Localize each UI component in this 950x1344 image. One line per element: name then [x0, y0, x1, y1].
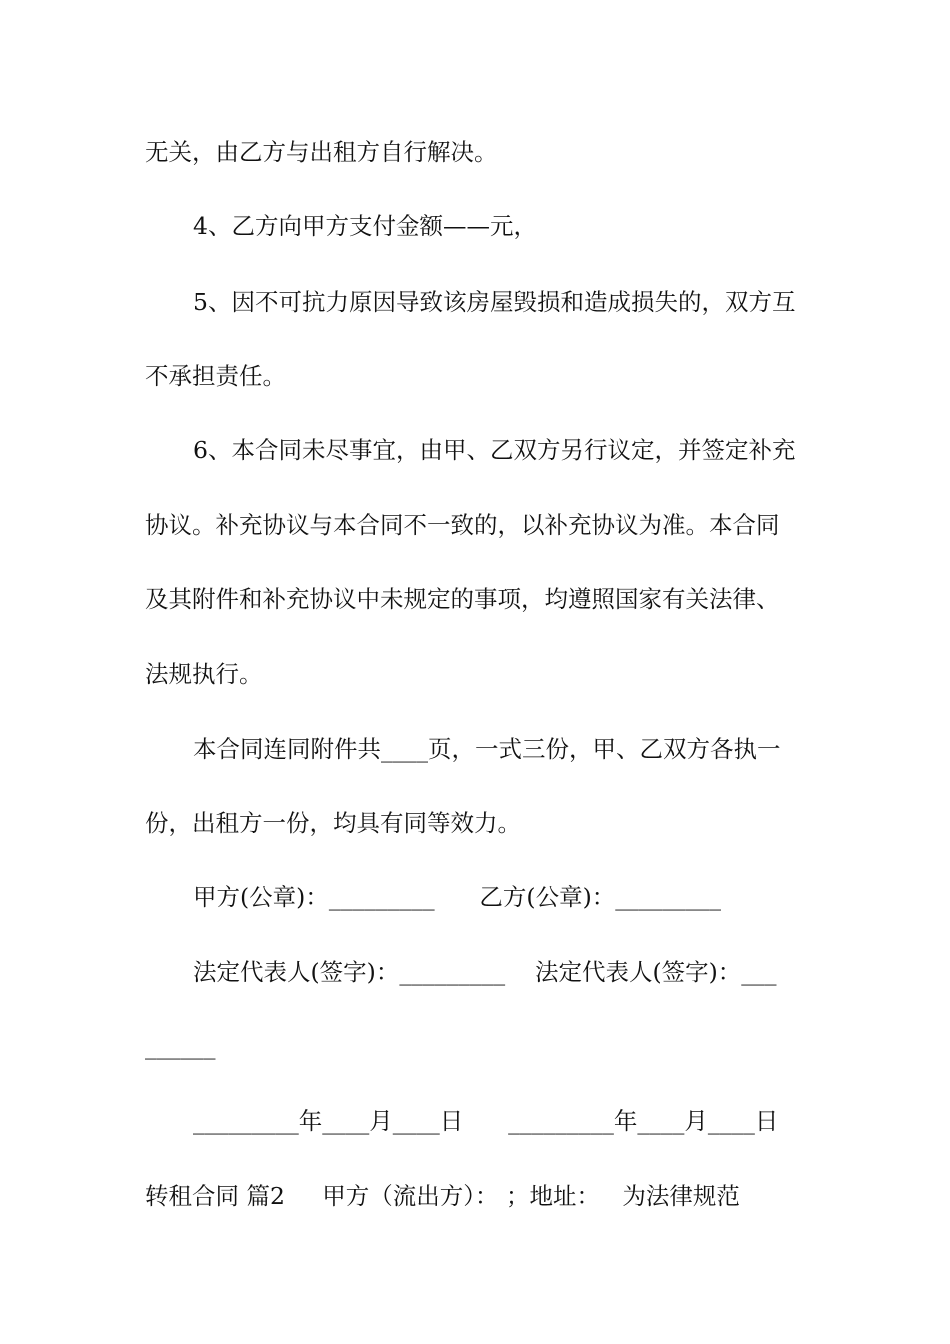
clause-6: 6、本合同未尽事宜，由甲、乙双方另行议定，并签定补充: [193, 436, 796, 464]
seal-line: 甲方(公章)：_________ 乙方(公章)：_________: [193, 883, 721, 911]
text-line: 份，出租方一份，均具有同等效力。: [145, 809, 521, 837]
text-line: 及其附件和补充协议中未规定的事项，均遵照国家有关法律、: [145, 585, 780, 613]
signature-blank-continuation: ______: [145, 1032, 216, 1060]
text-line: 不承担责任。: [145, 362, 286, 390]
text-line: 法规执行。: [145, 660, 263, 688]
text-line: 协议。补充协议与本合同不一致的，以补充协议为准。本合同: [145, 511, 780, 539]
text-line: 无关，由乙方与出租方自行解决。: [145, 138, 498, 166]
next-section-heading: 转租合同 篇2 甲方（流出方）： ；地址： 为法律规范: [145, 1182, 740, 1210]
date-line: _________年____月____日 _________年____月____日: [193, 1107, 779, 1135]
clause-4: 4、乙方向甲方支付金额——元，: [193, 212, 537, 240]
copies-clause: 本合同连同附件共____页，一式三份，甲、乙双方各执一: [193, 735, 781, 763]
signature-line: 法定代表人(签字)：_________ 法定代表人(签字)：___: [193, 958, 777, 986]
clause-5: 5、因不可抗力原因导致该房屋毁损和造成损失的，双方互: [193, 288, 796, 316]
